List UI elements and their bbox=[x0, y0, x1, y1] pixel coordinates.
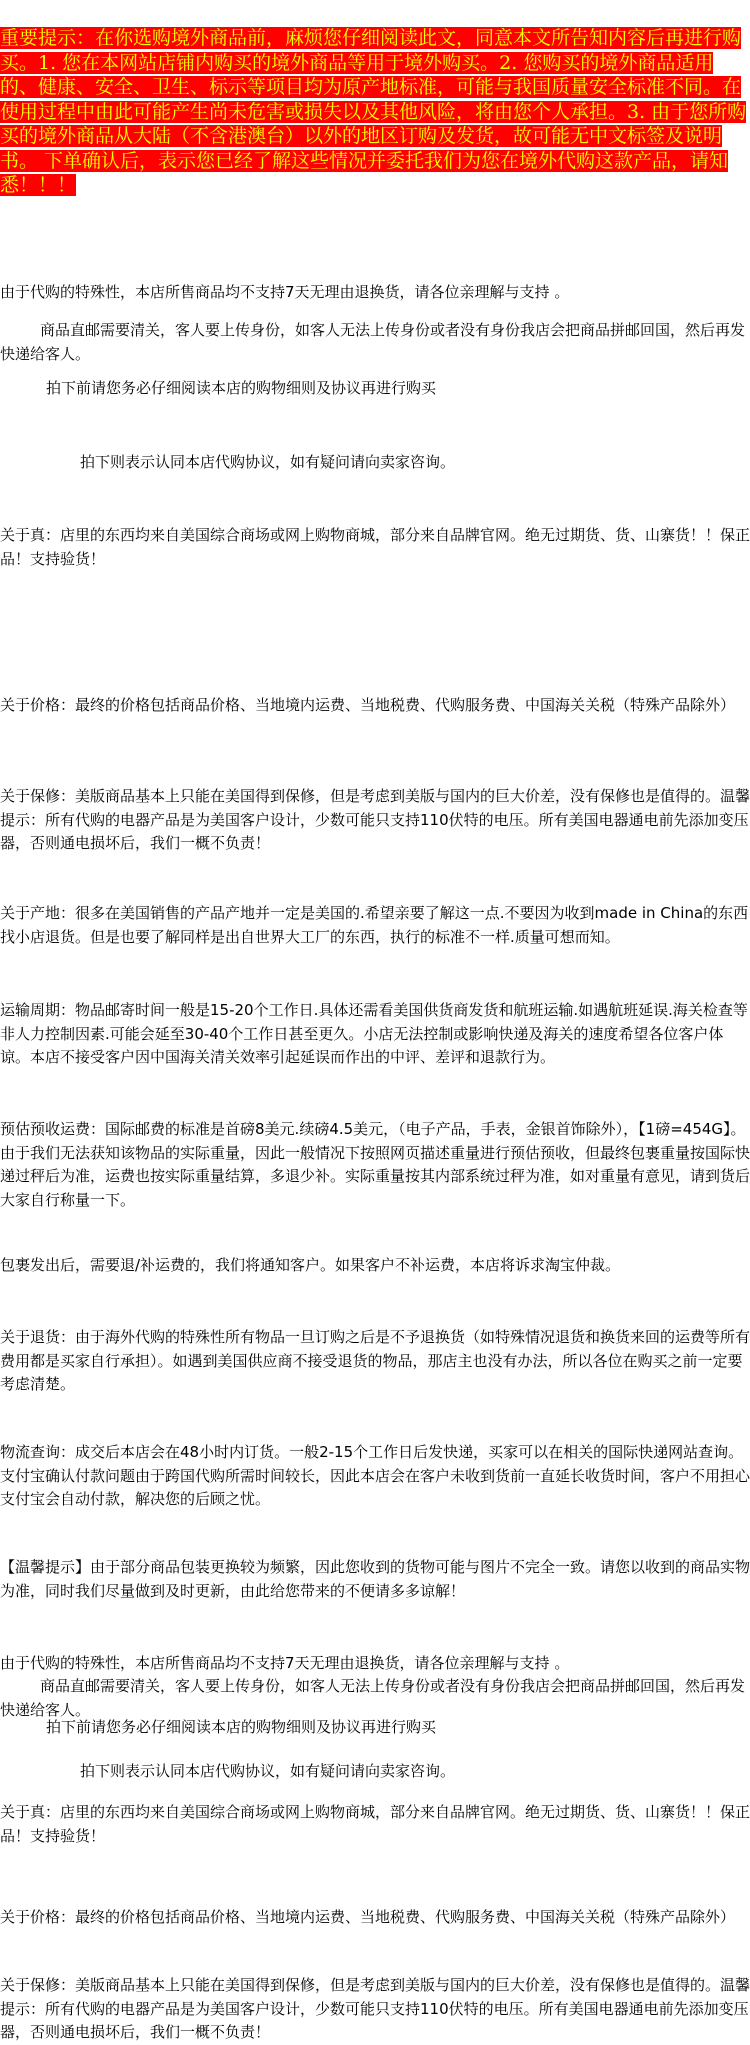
customs-clearance-note-repeat: 商品直邮需要清关，客人要上传身份，如客人无法上传身份或者没有身份我店会把商品拼邮回国，然后再发快递给客人。 bbox=[0, 1677, 746, 1719]
read-before-purchase-repeat: 拍下前请您务必仔细阅读本店的购物细则及协议再进行购买 bbox=[46, 1718, 437, 1736]
important-notice bbox=[0, 26, 750, 198]
agreement-confirmation-repeat: 拍下则表示认同本店代购协议，如有疑问请向卖家咨询。 bbox=[80, 1762, 456, 1780]
shipping-fee-section: 预估预收运费：国际邮费的标准是首磅8美元.续磅4.5美元，（电子产品，手表，金银首饰除外），【1磅=454G】。由于我们无法获知该物品的实际重量，因此一般情况下按照网页描述重量进行预估预收，但最终包裹重量按国际快递过秤后为准，运费也按实际重量结算，多退少补。实际重量按其内部系统过秤为准，如对重量有意见，请到货后大家自行称量一下。 bbox=[0, 1120, 750, 1209]
authenticity-section: 关于真：店里的东西均来自美国综合商场或网上购物商城，部分来自品牌官网。绝无过期货、货、山寨货！！保正品！支持验货！ bbox=[0, 526, 750, 568]
logistics-section: 物流查询：成交后本店会在48小时内订货。一般2-15个工作日后发快递，买家可以在相关的国际快递网站查询。支付宝确认付款问题由于跨国代购所需时间较长，因此本店会在客户未收到货前一直延长收货时间，客户不用担心支付宝会自动付款，解决您的后顾之忧。 bbox=[0, 1443, 750, 1508]
agreement-confirmation: 拍下则表示认同本店代购协议，如有疑问请向卖家咨询。 bbox=[80, 453, 456, 471]
returns-section: 关于退货：由于海外代购的特殊性所有物品一旦订购之后是不予退换货（如特殊情况退货和换货来回的运费等所有费用都是买家自行承担）。如遇到美国供应商不接受退货的物品，那店主也没有办法，所以各位在购买之前一定要考虑清楚。 bbox=[0, 1328, 750, 1393]
shipping-period-section: 运输周期：物品邮寄时间一般是15-20个工作日.具体还需看美国供货商发货和航班运输.如遇航班延误.海关检查等非人力控制因素.可能会延至30-40个工作日甚至更久。小店无法控制或影响快递及海关的速度希望各位客户体谅。本店不接受客户因中国海关清关效率引起延误而作出的中评、差评和退款行为。 bbox=[0, 1001, 748, 1066]
origin-section: 关于产地：很多在美国销售的产品产地并一定是美国的.希望亲要了解这一点.不要因为收到made in China的东西找小店退货。但是也要了解同样是出自世界大工厂的东西，执行的标准不一样.质量可想而知。 bbox=[0, 904, 749, 946]
important-notice-text: 重要提示：在你选购境外商品前，麻烦您仔细阅读此文，同意本文所告知内容后再进行购买。1. 您在本网站店铺内购买的境外商品等用于境外购买。2. 您购买的境外商品适用的、健康、安全、卫生、标示等项目均为原产地标准，可能与我国质量安全标准不同。在使用过程中由此可能产生尚未危害或损失以及其他风险，将由您个人承担。3. 由于您所购买的境外商品从大陆（不含港澳台）以外的地区订购及发货，故可能无中文标签及说明书。 下单确认后，表示您已经了解这些情况并委托我们为您在境外代购这款产品，请知悉！！！ bbox=[0, 27, 747, 196]
shipping-adjustment-note: 包裹发出后，需要退/补运费的，我们将通知客户。如果客户不补运费，本店将诉求淘宝仲裁。 bbox=[0, 1256, 621, 1274]
authenticity-section-repeat: 关于真：店里的东西均来自美国综合商场或网上购物商城，部分来自品牌官网。绝无过期货、货、山寨货！！保正品！支持验货！ bbox=[0, 1803, 750, 1845]
warranty-section-repeat: 关于保修：美版商品基本上只能在美国得到保修，但是考虑到美版与国内的巨大价差，没有保修也是值得的。温馨提示：所有代购的电器产品是为美国客户设计，少数可能只支持110伏特的电压。所有美国电器通电前先添加变压器，否则通电损坏后，我们一概不负责！ bbox=[0, 1976, 750, 2041]
packaging-tip: 【温馨提示】由于部分商品包装更换较为频繁，因此您收到的货物可能与图片不完全一致。请您以收到的商品实物为准，同时我们尽量做到及时更新，由此给您带来的不便请多多谅解！ bbox=[0, 1558, 750, 1600]
warranty-section: 关于保修：美版商品基本上只能在美国得到保修，但是考虑到美版与国内的巨大价差，没有保修也是值得的。温馨提示：所有代购的电器产品是为美国客户设计，少数可能只支持110伏特的电压。所有美国电器通电前先添加变压器，否则通电损坏后，我们一概不负责！ bbox=[0, 787, 750, 852]
read-before-purchase: 拍下前请您务必仔细阅读本店的购物细则及协议再进行购买 bbox=[46, 379, 437, 397]
no-return-policy-repeat: 由于代购的特殊性，本店所售商品均不支持7天无理由退换货，请各位亲理解与支持 。 bbox=[0, 1654, 570, 1672]
price-section-repeat: 关于价格：最终的价格包括商品价格、当地境内运费、当地税费、代购服务费、中国海关关税（特殊产品除外） bbox=[0, 1908, 736, 1926]
price-section: 关于价格：最终的价格包括商品价格、当地境内运费、当地税费、代购服务费、中国海关关税（特殊产品除外） bbox=[0, 696, 736, 714]
no-return-policy: 由于代购的特殊性，本店所售商品均不支持7天无理由退换货，请各位亲理解与支持 。 bbox=[0, 283, 570, 301]
customs-clearance-note: 商品直邮需要清关，客人要上传身份，如客人无法上传身份或者没有身份我店会把商品拼邮回国，然后再发快递给客人。 bbox=[0, 321, 746, 363]
